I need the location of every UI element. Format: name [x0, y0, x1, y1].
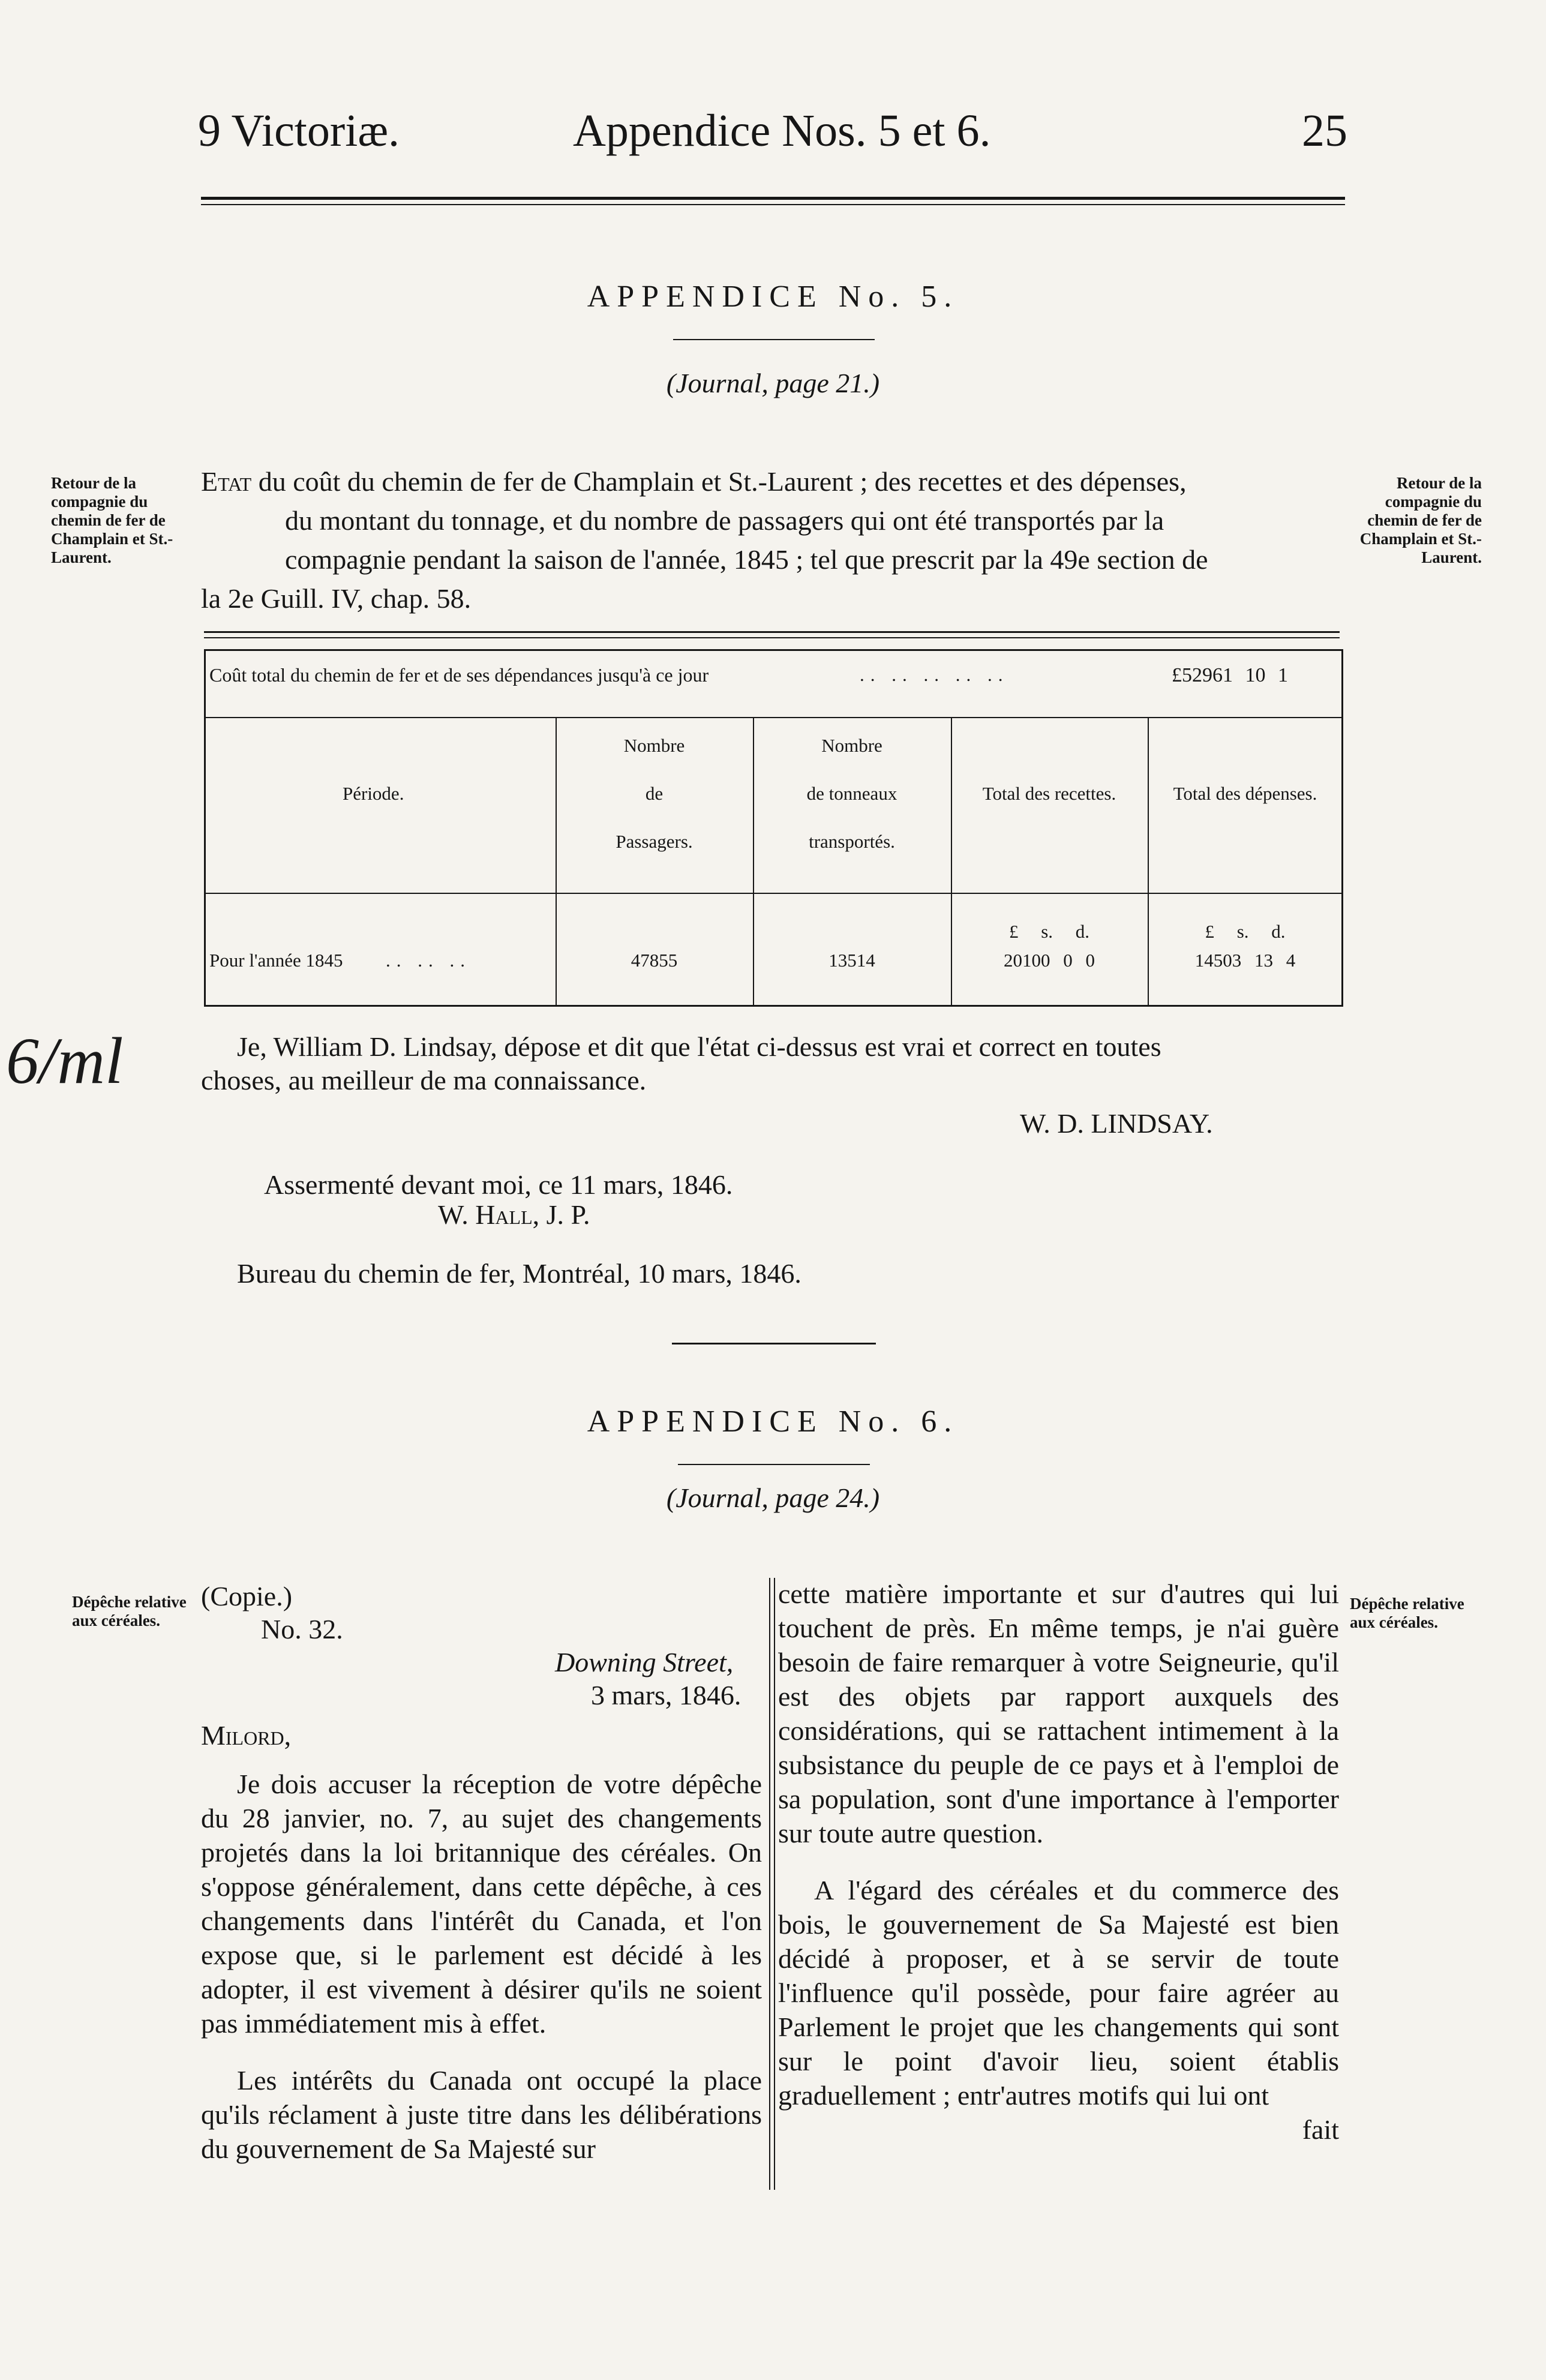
header-tonneaux-2: de tonneaux: [806, 783, 897, 804]
running-head-left: 9 Victoriæ.: [198, 106, 400, 156]
left-paragraph-2: Les intérêts du Canada ont occupé la place qu'ils réclament à juste titre dans les délibérations du gouvernement de Sa Majesté sur: [201, 2065, 762, 2164]
row-passagers: 47855: [631, 950, 678, 971]
bureau-line: Bureau du chemin de fer, Montréal, 10 mars, 1846.: [237, 1258, 801, 1289]
right-column-text: [778, 1577, 1339, 2147]
row-depenses-units: £ s. d.: [1205, 921, 1286, 942]
page-number: 25: [1302, 106, 1347, 156]
appendix-6-journal-ref: (Journal, page 24.): [666, 1482, 880, 1513]
catchword: fait: [1302, 2114, 1339, 2145]
header-depenses: Total des dépenses.: [1173, 783, 1317, 804]
header-passagers-1: Nombre: [623, 735, 685, 756]
right-paragraph-1: cette matière importante et sur d'autres qui lui touchent de près. En même temps, je n'ai guère besoin de faire remarquer à votre Seigneurie, qu'il est des objets par rapport auxquels des considérations, qui se rattachent intimement à la subsistance du peuple de ce pays et à l'emploi de sa population, sont d'une importance à l'emporter sur toute autre question.: [778, 1578, 1339, 1848]
table-top-rule-1: [204, 631, 1340, 633]
header-rule-thin: [201, 204, 1345, 205]
header-rule-thick: [201, 197, 1345, 200]
row-periode-dots: .. .. ..: [386, 950, 471, 971]
sworn-line-2: W. Hall, J. P.: [438, 1199, 590, 1230]
sworn-line-1: Assermenté devant moi, ce 11 mars, 1846.: [264, 1169, 733, 1200]
despatch-place: Downing Street,: [555, 1647, 734, 1677]
column-divider-a: [769, 1578, 770, 2190]
total-cost-label: Coût total du chemin de fer et de ses dépendances jusqu'à ce jour: [209, 664, 709, 686]
header-recettes: Total des recettes.: [982, 783, 1116, 804]
left-paragraph-1: Je dois accuser la réception de votre dépêche du 28 janvier, no. 7, au sujet des changements projetés dans la loi britannique des céréales. On s'oppose généralement, dans cette dépêche, à ces changements dans l'intérêt du Canada, et l'on expose que, si le parlement est décidé à les adopter, il est vivement à désirer qu'ils ne soient pas immédiatement mis à effet.: [201, 1769, 762, 2039]
etat-line-2: du montant du tonnage, et du nombre de passagers qui ont été transportés par la: [285, 505, 1164, 536]
appendix-5-title-rule: [673, 339, 875, 340]
left-column-text: [201, 1767, 762, 2189]
appendix-5-journal-ref: (Journal, page 21.): [666, 368, 880, 398]
etat-line-4: la 2e Guill. IV, chap. 58.: [201, 583, 472, 614]
declaration-line-1: Je, William D. Lindsay, dépose et dit que l'état ci-dessus est vrai et correct en toutes: [237, 1031, 1161, 1062]
margin-note-right-appendix6: Dépêche relative aux céréales.: [1350, 1595, 1464, 1632]
railway-return-table: [204, 649, 1343, 1007]
row-recettes-units: £ s. d.: [1008, 921, 1090, 942]
margin-note-right-appendix5: Retour de la compagnie du chemin de fer de Champlain et St.-Laurent.: [1359, 474, 1482, 567]
header-passagers-2: de: [645, 783, 664, 804]
row-periode: Pour l'année 1845: [209, 950, 343, 971]
handwritten-annotation: 6/ml: [6, 1024, 124, 1097]
etat-line-1: du coût du chemin de fer de Champlain et St.-Laurent ; des recettes et des dépenses,: [258, 466, 1187, 497]
header-tonneaux-1: Nombre: [821, 735, 882, 756]
margin-note-left-appendix6: Dépêche relative aux céréales.: [72, 1593, 187, 1630]
appendix-6-title: APPENDICE No. 6.: [587, 1404, 959, 1439]
appendix-6-title-rule: [678, 1464, 870, 1465]
right-paragraph-2: A l'égard des céréales et du commerce des bois, le gouvernement de Sa Majesté est bien décidé à proposer, et à se servir de toute l'influence qu'il possède, pour faire agréer au Parlement le projet que les changements qui sont sur le point d'avoir lieu, soient établis graduellement ; entr'autres motifs qui lui ont: [778, 1875, 1339, 2111]
declaration-line-2: choses, au meilleur de ma connaissance.: [201, 1065, 647, 1096]
total-cost-dots: .. .. .. .. ..: [860, 664, 1009, 685]
header-periode: Période.: [343, 783, 404, 804]
total-cost-value: £52961 10 1: [1172, 664, 1288, 686]
salutation: Milord,: [201, 1720, 292, 1751]
signature-lindsay: W. D. LINDSAY.: [1020, 1108, 1213, 1139]
row-recettes: 20100 0 0: [1004, 950, 1095, 971]
table-row-divider-2: [206, 893, 1341, 894]
row-tonneaux: 13514: [828, 950, 875, 971]
appendix-5-title: APPENDICE No. 5.: [587, 280, 959, 314]
header-passagers-3: Passagers.: [616, 831, 693, 852]
etat-lead-word: Etat: [201, 466, 252, 497]
section-separator: [672, 1343, 876, 1344]
etat-paragraph: [201, 462, 1341, 618]
copie-label: (Copie.): [201, 1581, 293, 1611]
despatch-number: No. 32.: [261, 1614, 343, 1644]
header-tonneaux-3: transportés.: [809, 831, 895, 852]
column-divider-b: [774, 1578, 775, 2190]
table-top-rule-2: [204, 637, 1340, 638]
etat-line-3: compagnie pendant la saison de l'année, 1845 ; tel que prescrit par la 49e section de: [285, 544, 1208, 575]
table-row-divider-1: [206, 717, 1341, 718]
row-depenses: 14503 13 4: [1194, 950, 1296, 971]
running-head-title: Appendice Nos. 5 et 6.: [573, 106, 991, 156]
despatch-date: 3 mars, 1846.: [591, 1680, 742, 1710]
margin-note-left-appendix5: Retour de la compagnie du chemin de fer de Champlain et St.-Laurent.: [51, 474, 173, 567]
